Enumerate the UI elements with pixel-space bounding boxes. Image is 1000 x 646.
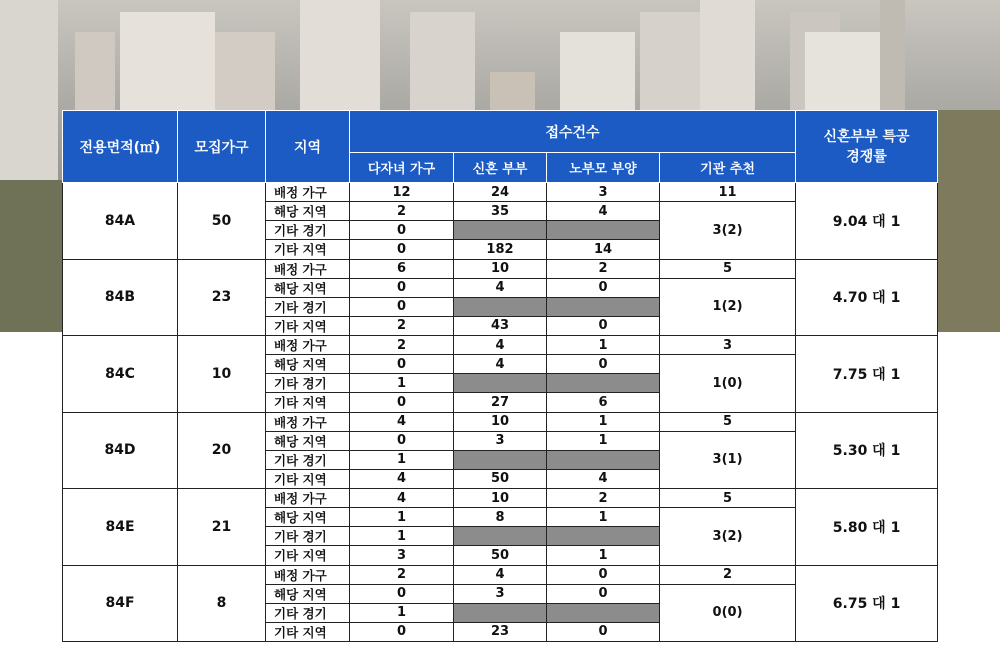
agency-merged-cell: 1(0) <box>660 355 796 412</box>
region-cell: 기타 지역 <box>266 240 350 259</box>
newlywed-cell: 10 <box>454 489 547 508</box>
newlywed-cell: 23 <box>454 622 547 641</box>
newlywed-cell: 3 <box>454 431 547 450</box>
multi-child-cell: 0 <box>350 622 454 641</box>
region-cell: 해당 지역 <box>266 355 350 374</box>
table-body <box>63 183 938 642</box>
elderly-parent-cell <box>547 374 660 393</box>
elderly-parent-cell: 3 <box>547 183 660 202</box>
elderly-parent-cell: 0 <box>547 584 660 603</box>
newlywed-cell: 4 <box>454 355 547 374</box>
competition-cell: 7.75 대 1 <box>796 336 938 413</box>
header-elderly-parent: 노부모 부양 <box>547 153 660 183</box>
elderly-parent-cell <box>547 450 660 469</box>
competition-cell: 9.04 대 1 <box>796 183 938 260</box>
elderly-parent-cell: 0 <box>547 278 660 297</box>
region-cell: 기타 경기 <box>266 221 350 240</box>
multi-child-cell: 4 <box>350 412 454 431</box>
newlywed-cell: 4 <box>454 565 547 584</box>
table-row <box>63 565 938 584</box>
multi-child-cell: 4 <box>350 489 454 508</box>
multi-child-cell: 0 <box>350 297 454 316</box>
elderly-parent-cell: 2 <box>547 259 660 278</box>
newlywed-cell: 182 <box>454 240 547 259</box>
elderly-parent-cell <box>547 297 660 316</box>
multi-child-cell: 0 <box>350 240 454 259</box>
header-newlywed: 신혼 부부 <box>454 153 547 183</box>
table-row <box>63 489 938 508</box>
elderly-parent-cell: 0 <box>547 355 660 374</box>
region-cell: 기타 지역 <box>266 316 350 335</box>
competition-cell: 6.75 대 1 <box>796 565 938 642</box>
multi-child-cell: 12 <box>350 183 454 202</box>
header-competition: 신혼부부 특공 경쟁률 <box>796 111 938 183</box>
multi-child-cell: 1 <box>350 374 454 393</box>
newlywed-cell: 43 <box>454 316 547 335</box>
elderly-parent-cell: 1 <box>547 431 660 450</box>
elderly-parent-cell: 1 <box>547 412 660 431</box>
households-cell: 10 <box>178 336 266 413</box>
newlywed-cell: 24 <box>454 183 547 202</box>
multi-child-cell: 1 <box>350 450 454 469</box>
competition-cell: 5.80 대 1 <box>796 489 938 566</box>
unit-type-cell: 84D <box>63 412 178 489</box>
agency-cell: 5 <box>660 489 796 508</box>
multi-child-cell: 0 <box>350 431 454 450</box>
region-cell: 해당 지역 <box>266 584 350 603</box>
elderly-parent-cell <box>547 527 660 546</box>
region-cell: 기타 지역 <box>266 393 350 412</box>
region-cell: 배정 가구 <box>266 412 350 431</box>
newlywed-cell <box>454 297 547 316</box>
region-cell: 배정 가구 <box>266 489 350 508</box>
elderly-parent-cell: 1 <box>547 546 660 565</box>
competition-table <box>62 110 938 642</box>
region-cell: 해당 지역 <box>266 508 350 527</box>
elderly-parent-cell <box>547 221 660 240</box>
unit-type-cell: 84B <box>63 259 178 336</box>
table-row <box>63 183 938 202</box>
multi-child-cell: 2 <box>350 565 454 584</box>
region-cell: 기타 지역 <box>266 469 350 488</box>
competition-cell: 4.70 대 1 <box>796 259 938 336</box>
agency-cell: 2 <box>660 565 796 584</box>
agency-cell: 3 <box>660 336 796 355</box>
agency-cell: 5 <box>660 412 796 431</box>
elderly-parent-cell: 1 <box>547 336 660 355</box>
header-households: 모집가구 <box>178 111 266 183</box>
households-cell: 8 <box>178 565 266 642</box>
households-cell: 50 <box>178 183 266 260</box>
region-cell: 배정 가구 <box>266 259 350 278</box>
households-cell: 23 <box>178 259 266 336</box>
newlywed-cell: 10 <box>454 412 547 431</box>
elderly-parent-cell: 1 <box>547 508 660 527</box>
newlywed-cell: 4 <box>454 336 547 355</box>
agency-merged-cell: 0(0) <box>660 584 796 641</box>
newlywed-cell <box>454 603 547 622</box>
multi-child-cell: 2 <box>350 202 454 221</box>
multi-child-cell: 4 <box>350 469 454 488</box>
header-agency: 기관 추천 <box>660 153 796 183</box>
competition-cell: 5.30 대 1 <box>796 412 938 489</box>
newlywed-cell: 8 <box>454 508 547 527</box>
newlywed-cell <box>454 450 547 469</box>
agency-merged-cell: 1(2) <box>660 278 796 335</box>
region-cell: 해당 지역 <box>266 202 350 221</box>
elderly-parent-cell <box>547 603 660 622</box>
elderly-parent-cell: 0 <box>547 622 660 641</box>
header-multi-child: 다자녀 가구 <box>350 153 454 183</box>
agency-cell: 11 <box>660 183 796 202</box>
multi-child-cell: 6 <box>350 259 454 278</box>
multi-child-cell: 2 <box>350 316 454 335</box>
multi-child-cell: 0 <box>350 355 454 374</box>
header-area: 전용면적(㎡) <box>63 111 178 183</box>
elderly-parent-cell: 0 <box>547 316 660 335</box>
multi-child-cell: 1 <box>350 603 454 622</box>
households-cell: 20 <box>178 412 266 489</box>
region-cell: 기타 경기 <box>266 297 350 316</box>
elderly-parent-cell: 0 <box>547 565 660 584</box>
region-cell: 기타 지역 <box>266 622 350 641</box>
newlywed-cell: 4 <box>454 278 547 297</box>
unit-type-cell: 84F <box>63 565 178 642</box>
header-region: 지역 <box>266 111 350 183</box>
newlywed-cell <box>454 374 547 393</box>
newlywed-cell: 50 <box>454 469 547 488</box>
region-cell: 해당 지역 <box>266 278 350 297</box>
agency-merged-cell: 3(2) <box>660 202 796 259</box>
region-cell: 기타 경기 <box>266 374 350 393</box>
region-cell: 기타 경기 <box>266 603 350 622</box>
region-cell: 기타 경기 <box>266 527 350 546</box>
header-applications: 접수건수 <box>350 111 796 153</box>
elderly-parent-cell: 4 <box>547 202 660 221</box>
newlywed-cell <box>454 527 547 546</box>
agency-merged-cell: 3(1) <box>660 431 796 488</box>
multi-child-cell: 0 <box>350 278 454 297</box>
table-row <box>63 259 938 278</box>
multi-child-cell: 1 <box>350 508 454 527</box>
newlywed-cell: 10 <box>454 259 547 278</box>
unit-type-cell: 84E <box>63 489 178 566</box>
agency-cell: 5 <box>660 259 796 278</box>
newlywed-cell: 27 <box>454 393 547 412</box>
region-cell: 기타 경기 <box>266 450 350 469</box>
newlywed-cell: 3 <box>454 584 547 603</box>
newlywed-cell <box>454 221 547 240</box>
elderly-parent-cell: 6 <box>547 393 660 412</box>
multi-child-cell: 3 <box>350 546 454 565</box>
region-cell: 배정 가구 <box>266 183 350 202</box>
multi-child-cell: 1 <box>350 527 454 546</box>
elderly-parent-cell: 14 <box>547 240 660 259</box>
region-cell: 배정 가구 <box>266 565 350 584</box>
multi-child-cell: 0 <box>350 221 454 240</box>
region-cell: 배정 가구 <box>266 336 350 355</box>
unit-type-cell: 84A <box>63 183 178 260</box>
unit-type-cell: 84C <box>63 336 178 413</box>
table-row <box>63 412 938 431</box>
elderly-parent-cell: 2 <box>547 489 660 508</box>
table-row <box>63 336 938 355</box>
competition-table-document <box>62 110 937 642</box>
multi-child-cell: 0 <box>350 584 454 603</box>
multi-child-cell: 0 <box>350 393 454 412</box>
households-cell: 21 <box>178 489 266 566</box>
region-cell: 해당 지역 <box>266 431 350 450</box>
elderly-parent-cell: 4 <box>547 469 660 488</box>
agency-merged-cell: 3(2) <box>660 508 796 565</box>
region-cell: 기타 지역 <box>266 546 350 565</box>
multi-child-cell: 2 <box>350 336 454 355</box>
newlywed-cell: 50 <box>454 546 547 565</box>
newlywed-cell: 35 <box>454 202 547 221</box>
